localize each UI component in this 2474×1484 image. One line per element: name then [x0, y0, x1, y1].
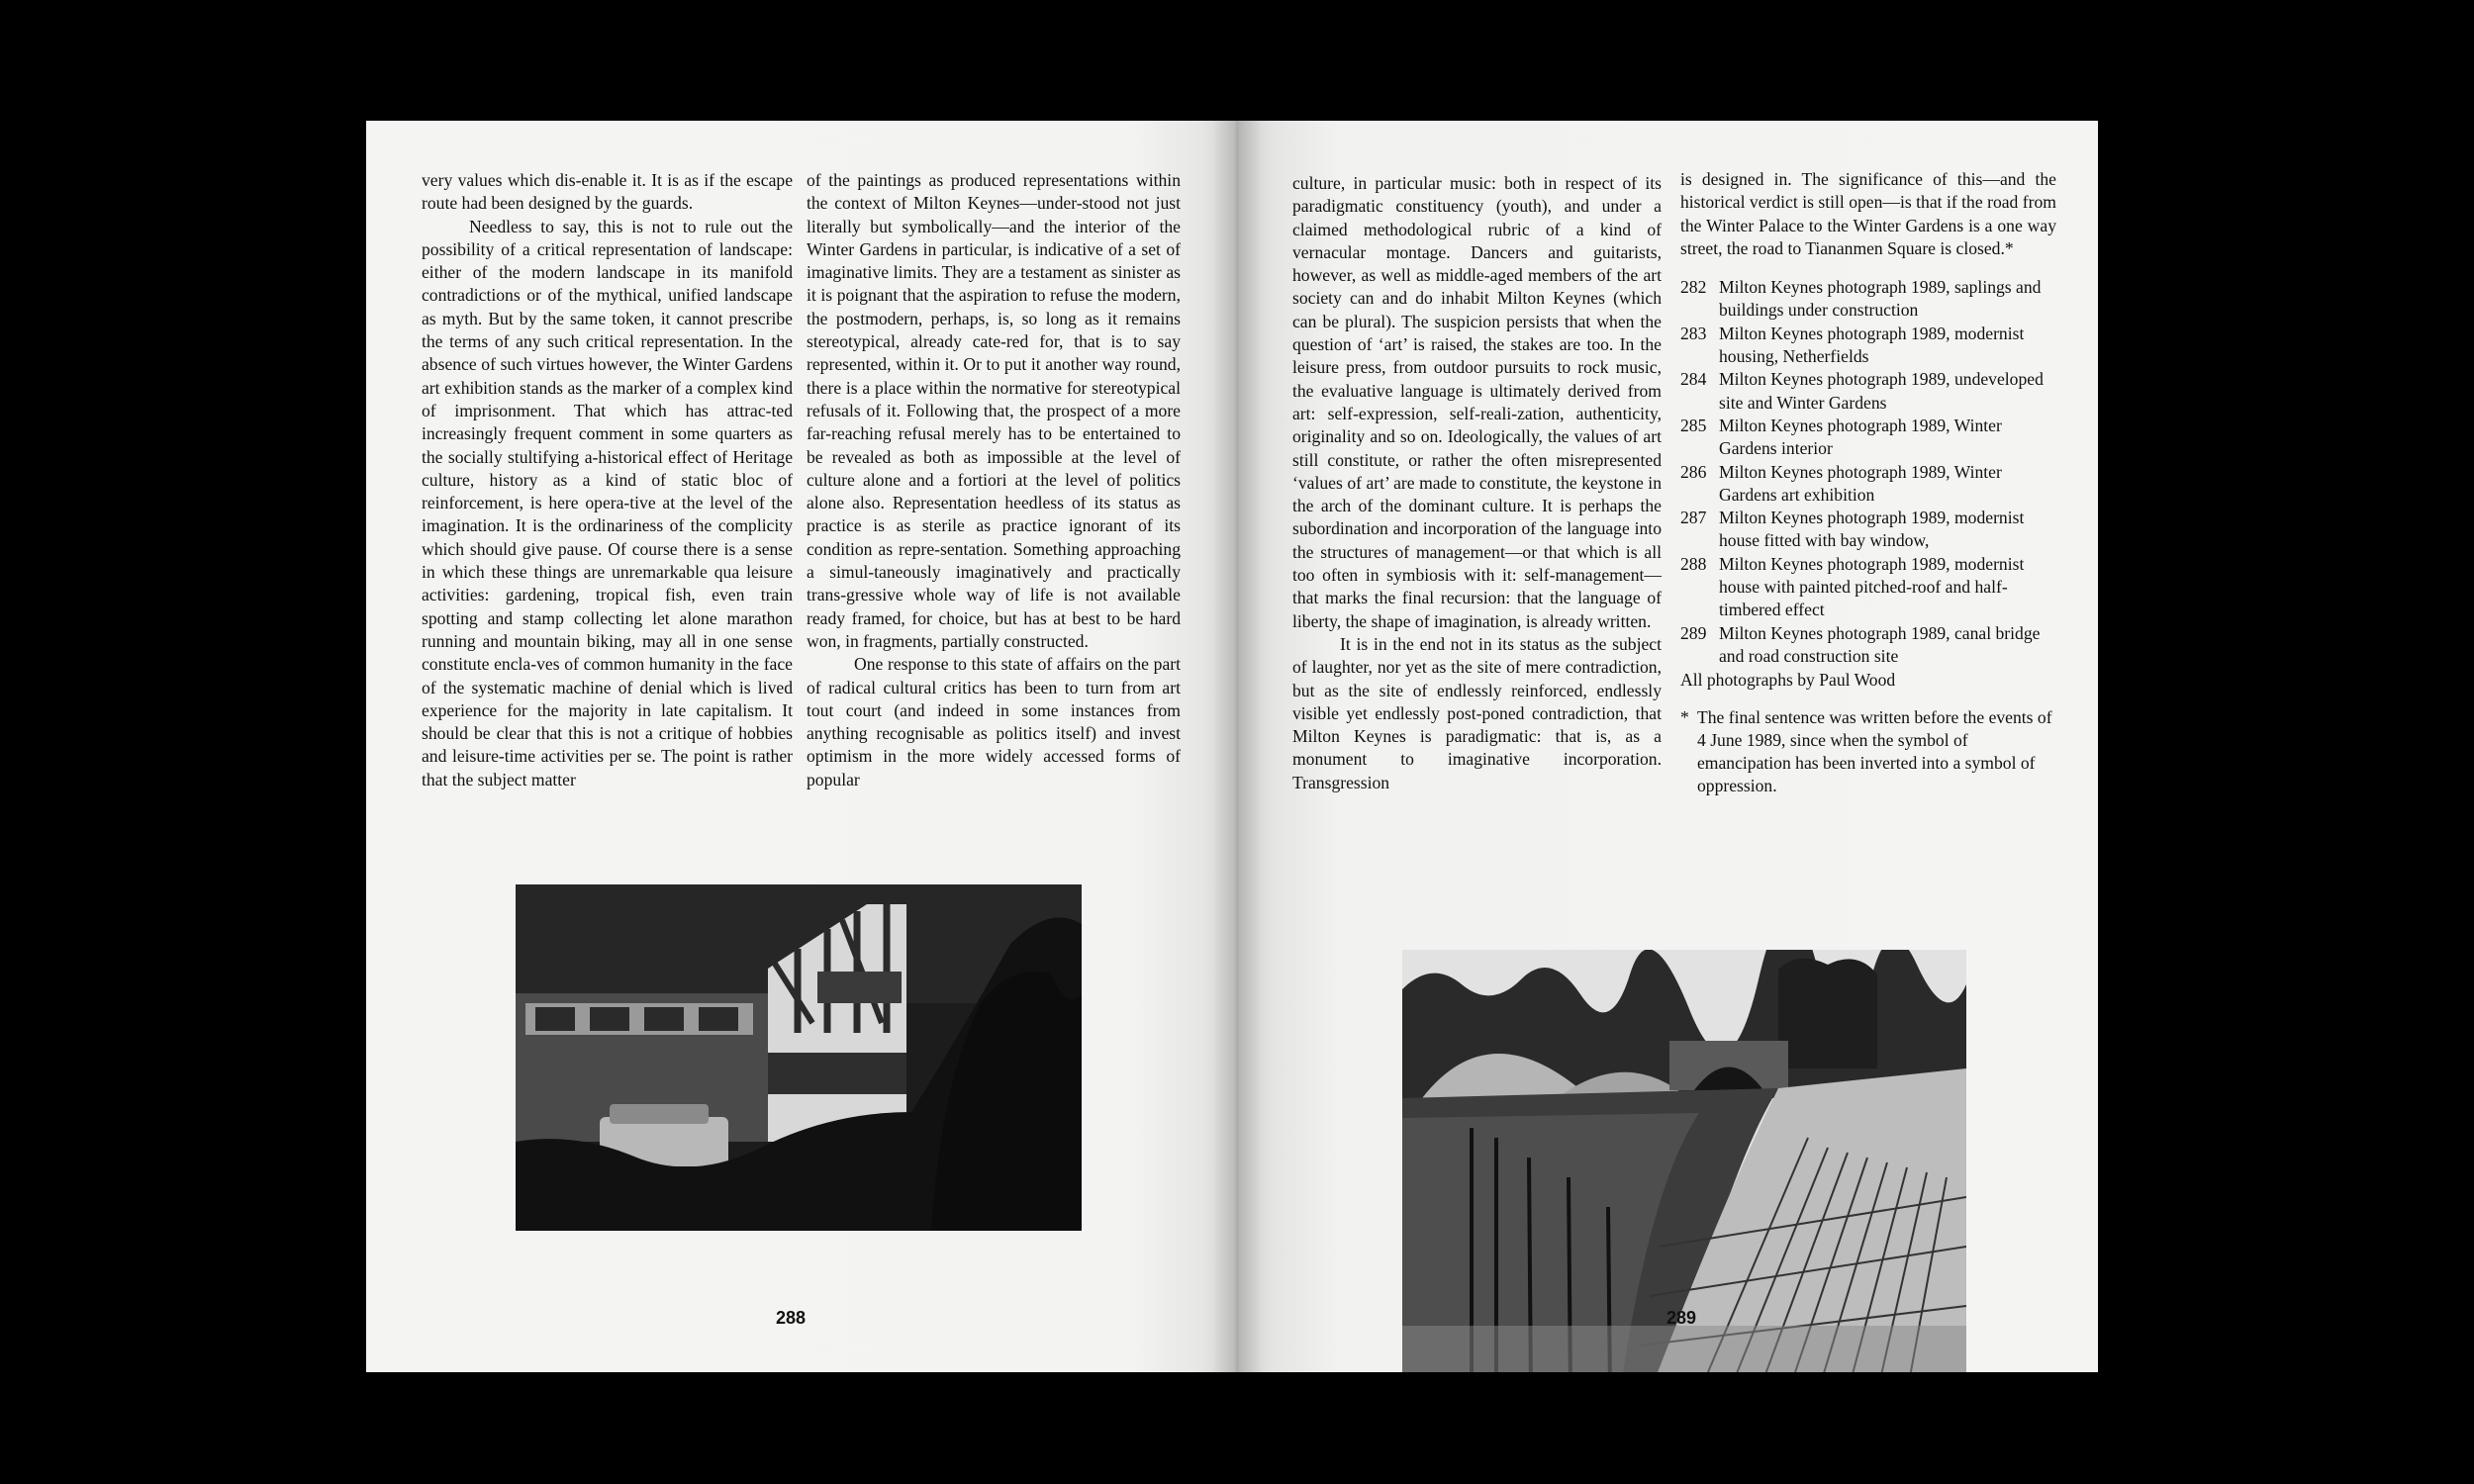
footnote-mark: * [1680, 706, 1689, 727]
page-number: 288 [776, 1308, 807, 1328]
page-number: 289 [1666, 1308, 1697, 1328]
left-column-1 [422, 169, 793, 791]
caption-287: 287 Milton Keynes photograph 1989, modernist house fitted with bay window, [1680, 508, 2025, 551]
caption-289: 289 Milton Keynes photograph 1989, canal bridge and road construction site [1680, 622, 2041, 666]
caption-285: 285 Milton Keynes photograph 1989, Winter Gardens interior [1680, 415, 2002, 459]
paragraph: of the paintings as produced representations within the context of Milton Keynes—under-stood not just literally but symbolically—and the interior of the Winter Gardens in particular, is indicative of a set of imaginative limits. They are a testament as sinister as it is poignant that the aspiration to refuse the modern, the postmodern, perhaps, is, so long as it remains stereotypical, already cate-red for, that is to say represented, within it. Or to put it another way round, there is a place within the normative for stereotypical refusals of it. Following that, the prospect of a more far-reaching refusal merely has to be entertained to be revealed as both as impossible at the level of culture alone and a fortiori at the level of politics alone also. Representation heedless of its status as practice is as sterile as practice ignorant of its condition as repre-sentation. Something approaching a simul-taneously imaginatively and practically trans-gressive whole way of life is not available ready framed, for choice, but has at best to be hard won, in fragments, partially constructed. [807, 170, 1181, 651]
paragraph: very values which dis-enable it. It is as if the escape route had been designed by the guards. [422, 170, 793, 214]
photo-credit: All photographs by Paul Wood [1680, 670, 1896, 691]
photo-captions [1680, 276, 2056, 692]
right-page [1237, 121, 2098, 1372]
left-column-2 [807, 169, 1181, 791]
right-column-1 [1292, 172, 1662, 794]
caption-284: 284 Milton Keynes photograph 1989, undeveloped site and Winter Gardens [1680, 369, 2044, 413]
paragraph: culture, in particular music: both in respect of its paradigmatic constituency (youth), and under a claimed methodological rubric of a kind of vernacular montage. Dancers and guitarists, however, as well as middle-aged members of the art society can and do inhabit Milton Keynes (which can be plural). The suspicion persists that when the question of ‘art’ is raised, the stakes are too. In the leisure press, from outdoor pursuits to rock music, the evaluative language is ultimately derived from art: self-expression, self-reali-zation, authenticity, originality and so on. Ideologically, the values of art still constitute, or rather the often misrepresented ‘values of art’ are made to constitute, the keystone in the arch of the dominant culture. It is perhaps the subordination and incorporation of the language into the structures of management—or that which is all too often in symbiosis with it: self-management—that marks the final recursion: that the language of liberty, the shape of imagination, is already written. [1292, 173, 1662, 631]
caption-282: 282 Milton Keynes photograph 1989, saplings and buildings under construction [1680, 277, 2042, 321]
footnote [1680, 706, 2056, 798]
right-column-2 [1680, 168, 2056, 798]
left-page [366, 121, 1237, 1372]
caption-288: 288 Milton Keynes photograph 1989, modernist house with painted pitched-roof and half-timbered effect [1680, 553, 2025, 620]
house-photo [516, 884, 1082, 1231]
paragraph: is designed in. The significance of this—and the historical verdict is still open—is that if the road from the Winter Palace to the Winter Gardens is a one way street, the road to Tiananmen Square is closed.* [1680, 169, 2056, 258]
footnote-text: The final sentence was written before the events of 4 June 1989, since when the symbol of emancipation has been inverted into a symbol of oppression. [1697, 706, 2052, 796]
caption-283: 283 Milton Keynes photograph 1989, modernist housing, Netherfields [1680, 323, 2025, 367]
paragraph: It is in the end not in its status as the subject of laughter, nor yet as the site of mere contradiction, but as the site of endlessly reinforced, endlessly visible yet endlessly post-poned contradiction, that Milton Keynes is paradigmatic: that is, as a monument to imaginative incorporation. Transgression [1292, 633, 1662, 792]
caption-286: 286 Milton Keynes photograph 1989, Winter Gardens art exhibition [1680, 461, 2002, 505]
paragraph: Needless to say, this is not to rule out the possibility of a critical representation of landscape: either of the modern landscape in its manifold contradictions or of the mythical, unified landscape as myth. But by the same token, it cannot prescribe the terms of any such critical representation. In the absence of such virtues however, the Winter Gardens art exhibition stands as the marker of a complex kind of imprisonment. That which has attrac-ted increasingly frequent comment in some quarters as the socially stultifying a-historical effect of Heritage culture, history as a kind of static bloc of reinforcement, is here opera-tive at the level of the imagination. It is the ordinariness of the complicity which should give pause. Of course there is a sense in which these things are unremarkable qua leisure activities: gardening, tropical fish, even train spotting and stamp collecting let alone marathon running and mountain biking, may all in one sense constitute encla-ves of common humanity in the face of the systematic machine of denial which is lived experience for the majority in late capitalism. It should be clear that this is not a critique of hobbies and leisure-time activities per se. The point is rather that the subject matter [422, 216, 793, 789]
paragraph: One response to this state of affairs on the part of radical cultural critics has been to turn from art tout court (and indeed in some instances from anything recognisable as politics itself) and invest optimism in the more widely accessed forms of popular [807, 654, 1181, 789]
